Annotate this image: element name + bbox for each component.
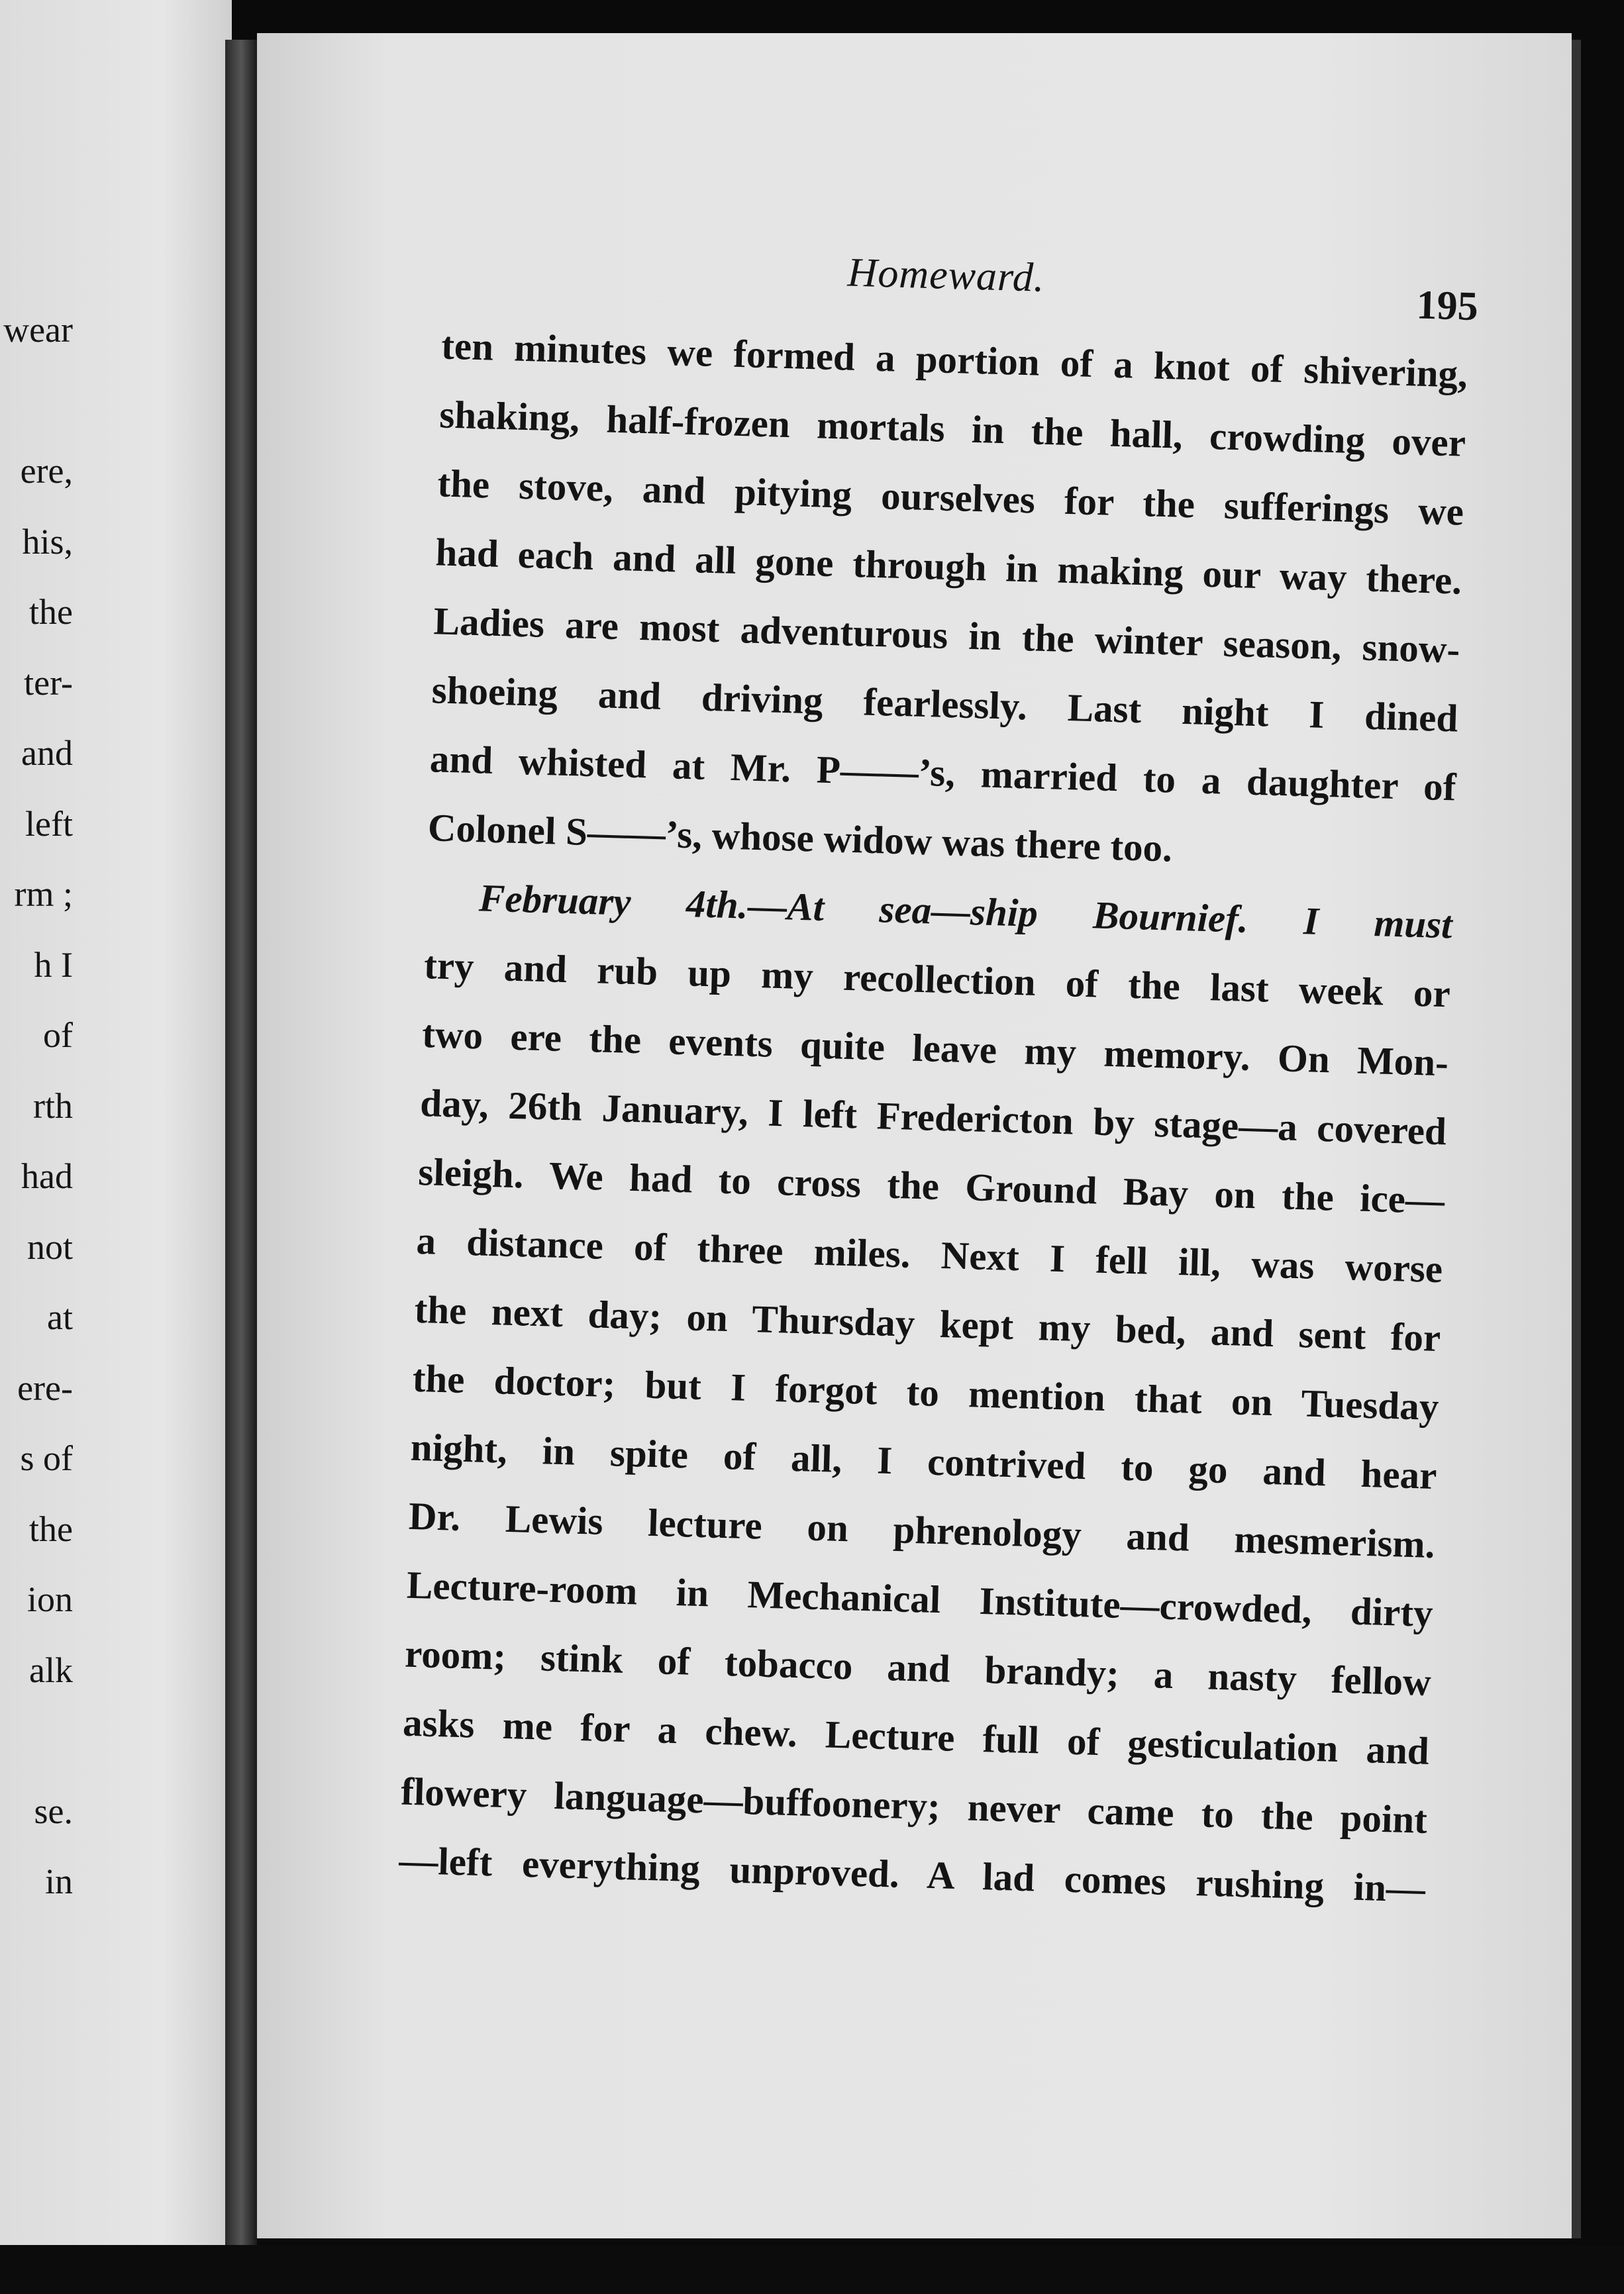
text-line: sleigh. We had to cross the Ground Bay on the ice—: [417, 1149, 1445, 1222]
text-line: the doctor; but I forgot to mention that on Tuesday: [411, 1356, 1440, 1429]
text-line: night, in spite of all, I contrived to go and hear: [410, 1424, 1438, 1498]
entry-date: February 4th.—At sea—ship Bournief. I must: [478, 875, 1453, 947]
body-text: [398, 311, 1468, 1922]
left-fragment: s of: [20, 1438, 73, 1478]
left-fragment: not: [26, 1226, 73, 1267]
text-line: the stove, and pitying ourselves for the sufferings we: [436, 461, 1464, 534]
left-page-text-fragments: [0, 295, 73, 1917]
text-line: —left everything unproved. A lad comes rushing in—: [398, 1838, 1426, 1911]
left-fragment: ere,: [20, 451, 73, 491]
page-edge-shadow: [1572, 40, 1581, 2238]
left-fragment: h I: [34, 944, 73, 985]
text-line: two ere the events quite leave my memory. On Mon-: [421, 1012, 1449, 1085]
left-fragment: ion: [26, 1579, 73, 1619]
left-fragment: se.: [34, 1791, 73, 1831]
text-line: room; stink of tobacco and brandy; a nasty fellow: [404, 1631, 1432, 1704]
text-line: the next day; on Thursday kept my bed, and sent for: [413, 1287, 1442, 1360]
left-fragment: [0, 1705, 73, 1776]
text-line: Lecture-room in Mechanical Institute—crowded, dirty: [406, 1562, 1434, 1635]
left-fragment: in: [44, 1862, 73, 1901]
left-fragment: wear: [3, 310, 73, 350]
left-fragment: ere-: [17, 1368, 73, 1408]
text-line: Dr. Lewis lecture on phrenology and mesmerism.: [408, 1493, 1436, 1567]
scan-bottom-border: [0, 2245, 1624, 2294]
left-fragment: the: [29, 592, 73, 632]
left-fragment: rth: [33, 1085, 73, 1126]
text-line: shaking, half-frozen mortals in the hall, crowding over: [438, 392, 1466, 465]
text-line: and whisted at Mr. P——’s, married to a daughter of: [429, 736, 1457, 809]
left-fragment: alk: [29, 1650, 73, 1690]
text-line: day, 26th January, I left Fredericton by stage—a covered: [419, 1081, 1447, 1154]
text-line: Colonel S——’s, whose widow was there too.: [427, 805, 1173, 870]
left-fragment: ter-: [24, 662, 73, 703]
text-line: a distance of three miles. Next I fell ill, was worse: [415, 1218, 1444, 1291]
running-head: Homeward.: [846, 250, 1046, 301]
text-line: flowery language—buffoonery; never came to the point: [400, 1769, 1428, 1842]
left-fragment: at: [47, 1297, 73, 1337]
left-fragment: the: [29, 1509, 73, 1549]
text-line: had each and all gone through in making our way there.: [434, 530, 1463, 603]
left-fragment: his,: [22, 521, 73, 562]
text-line: asks me for a chew. Lecture full of gesticulation and: [402, 1700, 1430, 1773]
text-line: shoeing and driving fearlessly. Last night I dined: [431, 668, 1459, 740]
left-fragment: left: [25, 803, 73, 844]
left-fragment: [0, 366, 73, 436]
left-fragment: of: [43, 1015, 73, 1055]
left-fragment: rm ;: [14, 874, 73, 914]
page-number: 195: [1415, 282, 1479, 330]
right-page: [257, 33, 1572, 2238]
left-fragment: had: [21, 1156, 73, 1196]
text-line: Ladies are most adventurous in the winter season, snow-: [432, 599, 1461, 672]
page-content: [223, 15, 1599, 2256]
left-fragment: and: [21, 733, 73, 773]
text-line: ten minutes we formed a portion of a knot of shivering,: [440, 323, 1468, 396]
left-page: [0, 0, 232, 2294]
text-line: try and rub up my recollection of the last week or: [423, 943, 1451, 1016]
